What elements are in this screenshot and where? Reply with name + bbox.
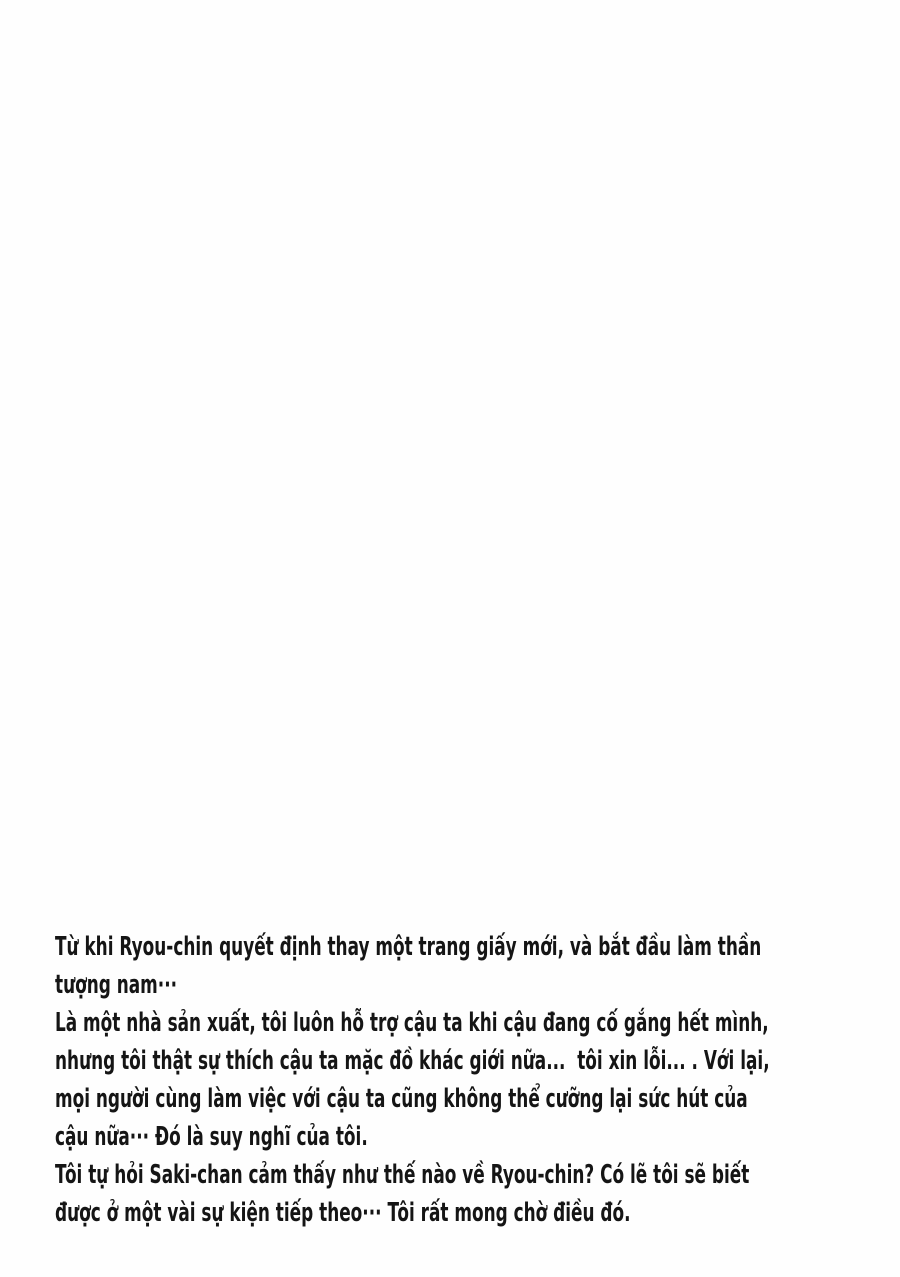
afterword-line: mọi người cùng làm việc với cậu ta cũng không thể cưỡng lại sức hút của [55, 1084, 748, 1114]
afterword-line: Là một nhà sản xuất, tôi luôn hỗ trợ cậu ta khi cậu đang cố gắng hết mình, [55, 1008, 769, 1038]
afterword-line: cậu nữa··· Đó là suy nghĩ của tôi. [55, 1122, 368, 1152]
afterword-line: được ở một vài sự kiện tiếp theo··· Tôi rất mong chờ điều đó. [55, 1198, 631, 1228]
afterword-line: Tôi tự hỏi Saki-chan cảm thấy như thế nào về Ryou-chin? Có lẽ tôi sẽ biết [55, 1160, 750, 1190]
afterword-text-block [55, 928, 887, 1232]
afterword-line: Từ khi Ryou-chin quyết định thay một trang giấy mới, và bắt đầu làm thần [55, 932, 762, 962]
afterword-line: tượng nam··· [55, 970, 178, 1000]
afterword-line: nhưng tôi thật sự thích cậu ta mặc đồ khác giới nữa... tôi xin lỗi... . Với lại, [55, 1046, 770, 1076]
